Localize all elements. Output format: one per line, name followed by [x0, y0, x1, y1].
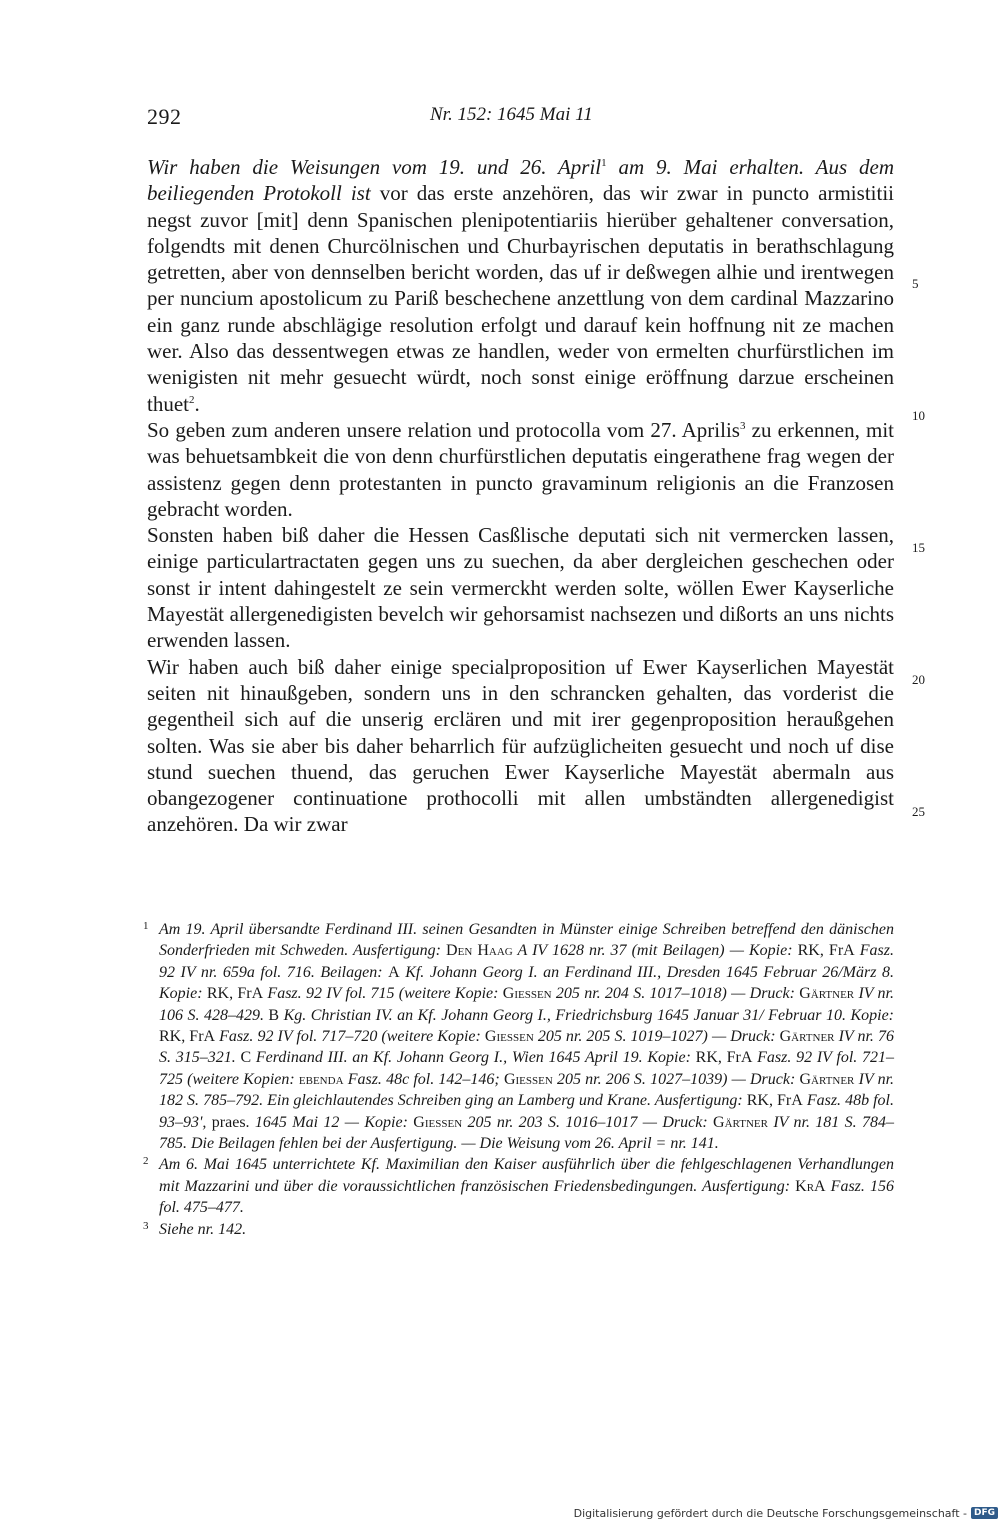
footnotes — [143, 919, 895, 1240]
footnote-text: Gärtner — [799, 985, 855, 1003]
line-number-25: 25 — [912, 804, 925, 819]
footnote-text: praes. — [211, 1113, 250, 1131]
paragraph-4: Wir haben auch biß daher einige specialproposition uf Ewer Kayserlichen Mayestät seiten nit hinaußgeben, sondern uns in den schrancken gehalten, das vorderist die gegentheil sich auf die unserig erclären und mit irer gegenproposition heraußgehen solten. Was sie aber bis daher beharrlich für aufzüglicheiten gesuecht und noch uf dise stund suechen thuend, das geruchen Ewer Kayserliche Mayestät abermaln aus obangezogener continuatione prothocolli mit allen umbständten allergenedigist anzehören. Da wir zwar — [147, 654, 894, 837]
line-number-15: 15 — [912, 540, 925, 555]
paragraph-end: . — [194, 391, 200, 416]
footnote-text: Siehe nr. 142. — [159, 1220, 247, 1238]
footnote-text: C — [240, 1049, 252, 1067]
footnote-text: Fasz. 156 fol. 475–477. — [159, 1177, 895, 1217]
footnote-mark: 1 — [143, 920, 149, 932]
footnote-text: Giessen — [413, 1113, 463, 1131]
footnote-text: Fasz. 92 IV nr. 659a fol. 716. Beilagen: — [159, 942, 894, 981]
footnote-text: Am 6. Mai 1645 unterrichtete Kf. Maximilian den Kaiser ausführlich über die fehlgeschlagenen Verhandlungen mit Mazzarini und über die voraussichtlichen französischen Friedensbedingungen. Ausfertigung: — [159, 1156, 894, 1195]
paragraph-text: vor das erste anzehören, das wir zwar in puncto armistitii negst zuvor [mit] denn Spanischen plenipotentiariis hierüber gehaltener conversation, folgendts mit denen Churcölnischen und Churbayrischen deputatis in berathschlagung getretten, aber von dennselben bericht worden, das uf ir deßwegen alhie und irentwegen per nuncium apostolicum zu Pariß beschechene anzettlung von dem cardinal Mazzarino ein ganz runde abschlägige resolution erfolgt und darauf kein hoffnung nit ze machen wer. Also das dessentwegen etwas ze handlen, weder von ermelten churfürstlichen im wenigisten nit mehr gesuecht würdt, noch sonst einige eröffnung darzue erscheinen thuet — [147, 181, 894, 416]
footnote-text: A — [388, 963, 400, 981]
dfg-logo-icon: DFG — [971, 1507, 998, 1519]
footnote-text: 205 nr. 204 S. 1017–1018) — Druck: — [551, 985, 800, 1003]
footnote-text: B — [268, 1006, 280, 1024]
footnote-text: 205 nr. 205 S. 1019–1027) — Druck: — [533, 1028, 780, 1046]
paragraph-text-cont: zu erkennen, mit was behuetsambkeit die von denn churfürstlichen deputatis eingerathene frag wegen der assistenz gegen denn protestanten in puncto gravaminum religionis an die Franzosen gebracht worden. — [147, 417, 895, 521]
footnote-text: 1645 Mai 12 — Kopie: — [249, 1113, 414, 1131]
line-number-20: 20 — [912, 672, 925, 687]
line-number-10: 10 — [912, 408, 925, 423]
main-text — [147, 154, 894, 838]
footnote-text: Ferdinand III. an Kf. Johann Georg I., Wien 1645 April 19. Kopie: — [251, 1049, 696, 1067]
footnote-text: Am 19. April übersandte Ferdinand III. seinen Gesandten in Münster einige Schreiben betreffend den dänischen Sonderfrieden mit Schweden. Ausfertigung: — [159, 921, 894, 960]
footnote-text: IV nr. 76 S. 315–321. — [159, 1028, 894, 1067]
footnote-3 — [143, 1219, 894, 1240]
footnote-2 — [143, 1154, 895, 1218]
footnote-ref-1[interactable]: 1 — [601, 157, 607, 169]
paragraph-text: So geben zum anderen unsere relation und protocolla vom 27. Aprilis — [147, 417, 740, 442]
footnote-text: IV nr. 182 S. 785–792. Ein gleichlautendes Schreiben ging an Lamberg und Krane. Ausfertigung: — [159, 1070, 895, 1110]
credit-text: Digitalisierung gefördert durch die Deutsche Forschungsgemeinschaft - — [573, 1506, 967, 1520]
digitization-credit — [574, 1501, 1000, 1525]
footnote-mark: 2 — [143, 1155, 149, 1168]
footnote-text: Gärtner — [779, 1028, 835, 1046]
footnote-text: IV nr. 181 S. 784–785. Die Beilagen fehlen bei der Ausfertigung. — Die Weisung vom 26. April = nr. 141. — [159, 1113, 895, 1153]
footnote-text: Fasz. 92 IV fol. 715 (weitere Kopie: — [263, 985, 503, 1003]
footnote-text: KrA — [795, 1177, 826, 1195]
footnote-ref-3[interactable]: 3 — [739, 419, 746, 432]
footnote-text: 205 nr. 203 S. 1016–1017 — Druck: — [462, 1113, 714, 1131]
paragraph-3: Sonsten haben biß daher die Hessen Casßlische deputati sich nit vermercken lassen, einige particulartractaten gegen uns zu suechen, da aber dergleichen geschechen oder sonst ir intent dahingestelt ze sein vermerckht werden solte, wöllen Ewer Kayserliche Mayestät allergenedigisten bevelch wir gehorsamist nachsezen und dißorts an uns nichts erwenden lassen. — [147, 523, 894, 653]
footnote-text: RK, FrA — [797, 942, 855, 960]
intro-text: Wir haben die Weisungen vom 19. und 26. April — [147, 155, 602, 179]
footnote-text: RK, FrA — [159, 1028, 216, 1046]
footnote-text: RK, FrA — [206, 985, 264, 1003]
footnote-text: Kf. Johann Georg I. an Ferdinand III., Dresden 1645 Februar 26/März 8. Kopie: — [159, 963, 894, 1003]
footnote-text: IV nr. 106 S. 428–429. — [159, 985, 894, 1024]
footnote-text: Giessen — [502, 985, 552, 1003]
running-title: Nr. 152: 1645 Mai 11 — [430, 104, 593, 125]
footnote-text: Fasz. 48c fol. 142–146; — [343, 1070, 504, 1088]
footnote-text: Den Haag — [446, 942, 513, 960]
page-number: 292 — [147, 104, 182, 129]
paragraph-2 — [147, 417, 894, 522]
footnote-text: 205 nr. 206 S. 1027–1039) — Druck: — [552, 1070, 800, 1088]
footnote-text: Fasz. 92 IV fol. 717–720 (weitere Kopie: — [215, 1028, 485, 1046]
footnote-text: Giessen — [484, 1028, 534, 1046]
footnote-mark: 3 — [143, 1219, 149, 1232]
footnote-text: Fasz. 92 IV fol. 721–725 (weitere Kopien: — [159, 1049, 894, 1088]
intro-text-cont: am 9. Mai erhalten. Aus dem beiliegenden Protokoll ist — [147, 155, 894, 206]
footnote-text: Kg. Christian IV. an Kf. Johann Georg I., Friedrichsburg 1645 Januar 31/ Februar 10. Kopie: — [279, 1006, 894, 1024]
paragraph-1 — [147, 154, 894, 417]
footnote-1 — [143, 919, 895, 1154]
footnote-ref-2[interactable]: 2 — [189, 393, 195, 406]
line-number-5: 5 — [912, 276, 919, 291]
footnote-text: Giessen — [503, 1070, 553, 1088]
footnote-text: ebenda — [298, 1070, 344, 1088]
footnote-text: Fasz. 48b fol. 93–93', — [159, 1092, 894, 1131]
footnote-text: Gärtner — [799, 1070, 855, 1088]
footnote-text: RK, FrA — [746, 1092, 803, 1110]
footnote-text: A IV 1628 nr. 37 (mit Beilagen) — Kopie: — [512, 942, 798, 960]
footnote-text: RK, FrA — [695, 1049, 753, 1067]
footnote-text: Gärtner — [713, 1113, 768, 1131]
